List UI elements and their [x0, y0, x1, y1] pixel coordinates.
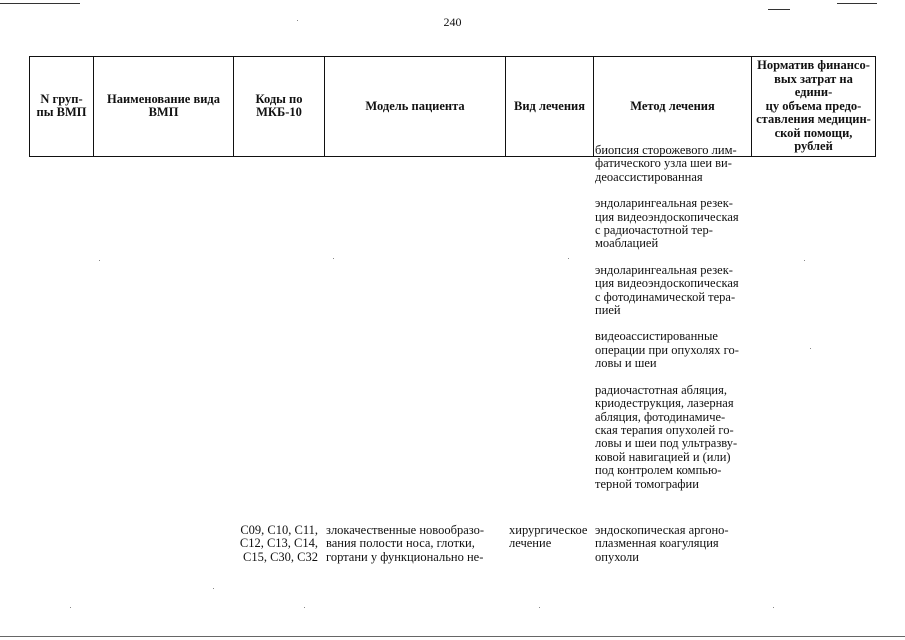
table-header — [29, 56, 876, 157]
icd-codes-cell: C09, C10, C11, C12, C13, C14, C15, C30, C32 — [239, 523, 318, 564]
patient-model-cell: злокачественные новообразо- вания полости носа, глотки, гортани у функционально не- — [326, 523, 485, 564]
method-item: биопсия сторожевого лим- фатического узла шеи ви- деоассистированная — [595, 143, 737, 184]
scan-speck — [810, 348, 811, 349]
header-treatment-type: Вид лечения — [506, 57, 594, 157]
scan-edge-line — [0, 636, 905, 637]
scan-speck — [773, 607, 774, 608]
header-treatment-method: Метод лечения — [594, 57, 752, 157]
header-icd-codes: Коды по МКБ-10 — [234, 57, 325, 157]
scan-speck — [99, 260, 100, 261]
scan-speck — [333, 258, 334, 259]
method-item: эндоларингеальная резек- ция видеоэндоскопическая с фотодинамической тера- пией — [595, 262, 739, 318]
scan-speck — [568, 258, 569, 259]
header-vmp-name: Наименование вида ВМП — [94, 57, 234, 157]
header-cost-standard: Норматив финансо- вых затрат на едини- цу объема предо- ставления медицин- ской помощи, рублей — [752, 57, 876, 157]
scan-speck — [304, 607, 305, 608]
page-number: 240 — [443, 15, 462, 29]
scan-edge-line — [0, 3, 80, 4]
scan-speck — [539, 607, 540, 608]
header-row — [30, 57, 876, 157]
treatment-method-cell: эндоскопическая аргоно- плазменная коагуляция опухоли — [595, 523, 729, 564]
method-item: радиочастотная абляция, криодеструкция, лазерная абляция, фотодинамиче- ская терапия опухолей го- ловы и шеи под ультразву- ковой навигацией и (или) под контролем компью- терной томографии — [595, 382, 738, 491]
header-group-number: N груп- пы ВМП — [30, 57, 94, 157]
method-item: эндоларингеальная резек- ция видеоэндоскопическая с радиочастотной тер- моаблацией — [595, 196, 739, 251]
scan-edge-line — [768, 9, 790, 10]
treatment-type-cell: хирургическое лечение — [509, 523, 588, 551]
scan-edge-line — [837, 3, 877, 4]
method-item: видеоассистированные операции при опухолях го- ловы и шеи — [595, 329, 739, 371]
method-column — [595, 144, 753, 504]
header-patient-model: Модель пациента — [325, 57, 506, 157]
scan-speck — [213, 588, 214, 589]
scan-speck — [70, 607, 71, 608]
scan-speck — [297, 20, 298, 21]
scan-speck — [804, 260, 805, 261]
